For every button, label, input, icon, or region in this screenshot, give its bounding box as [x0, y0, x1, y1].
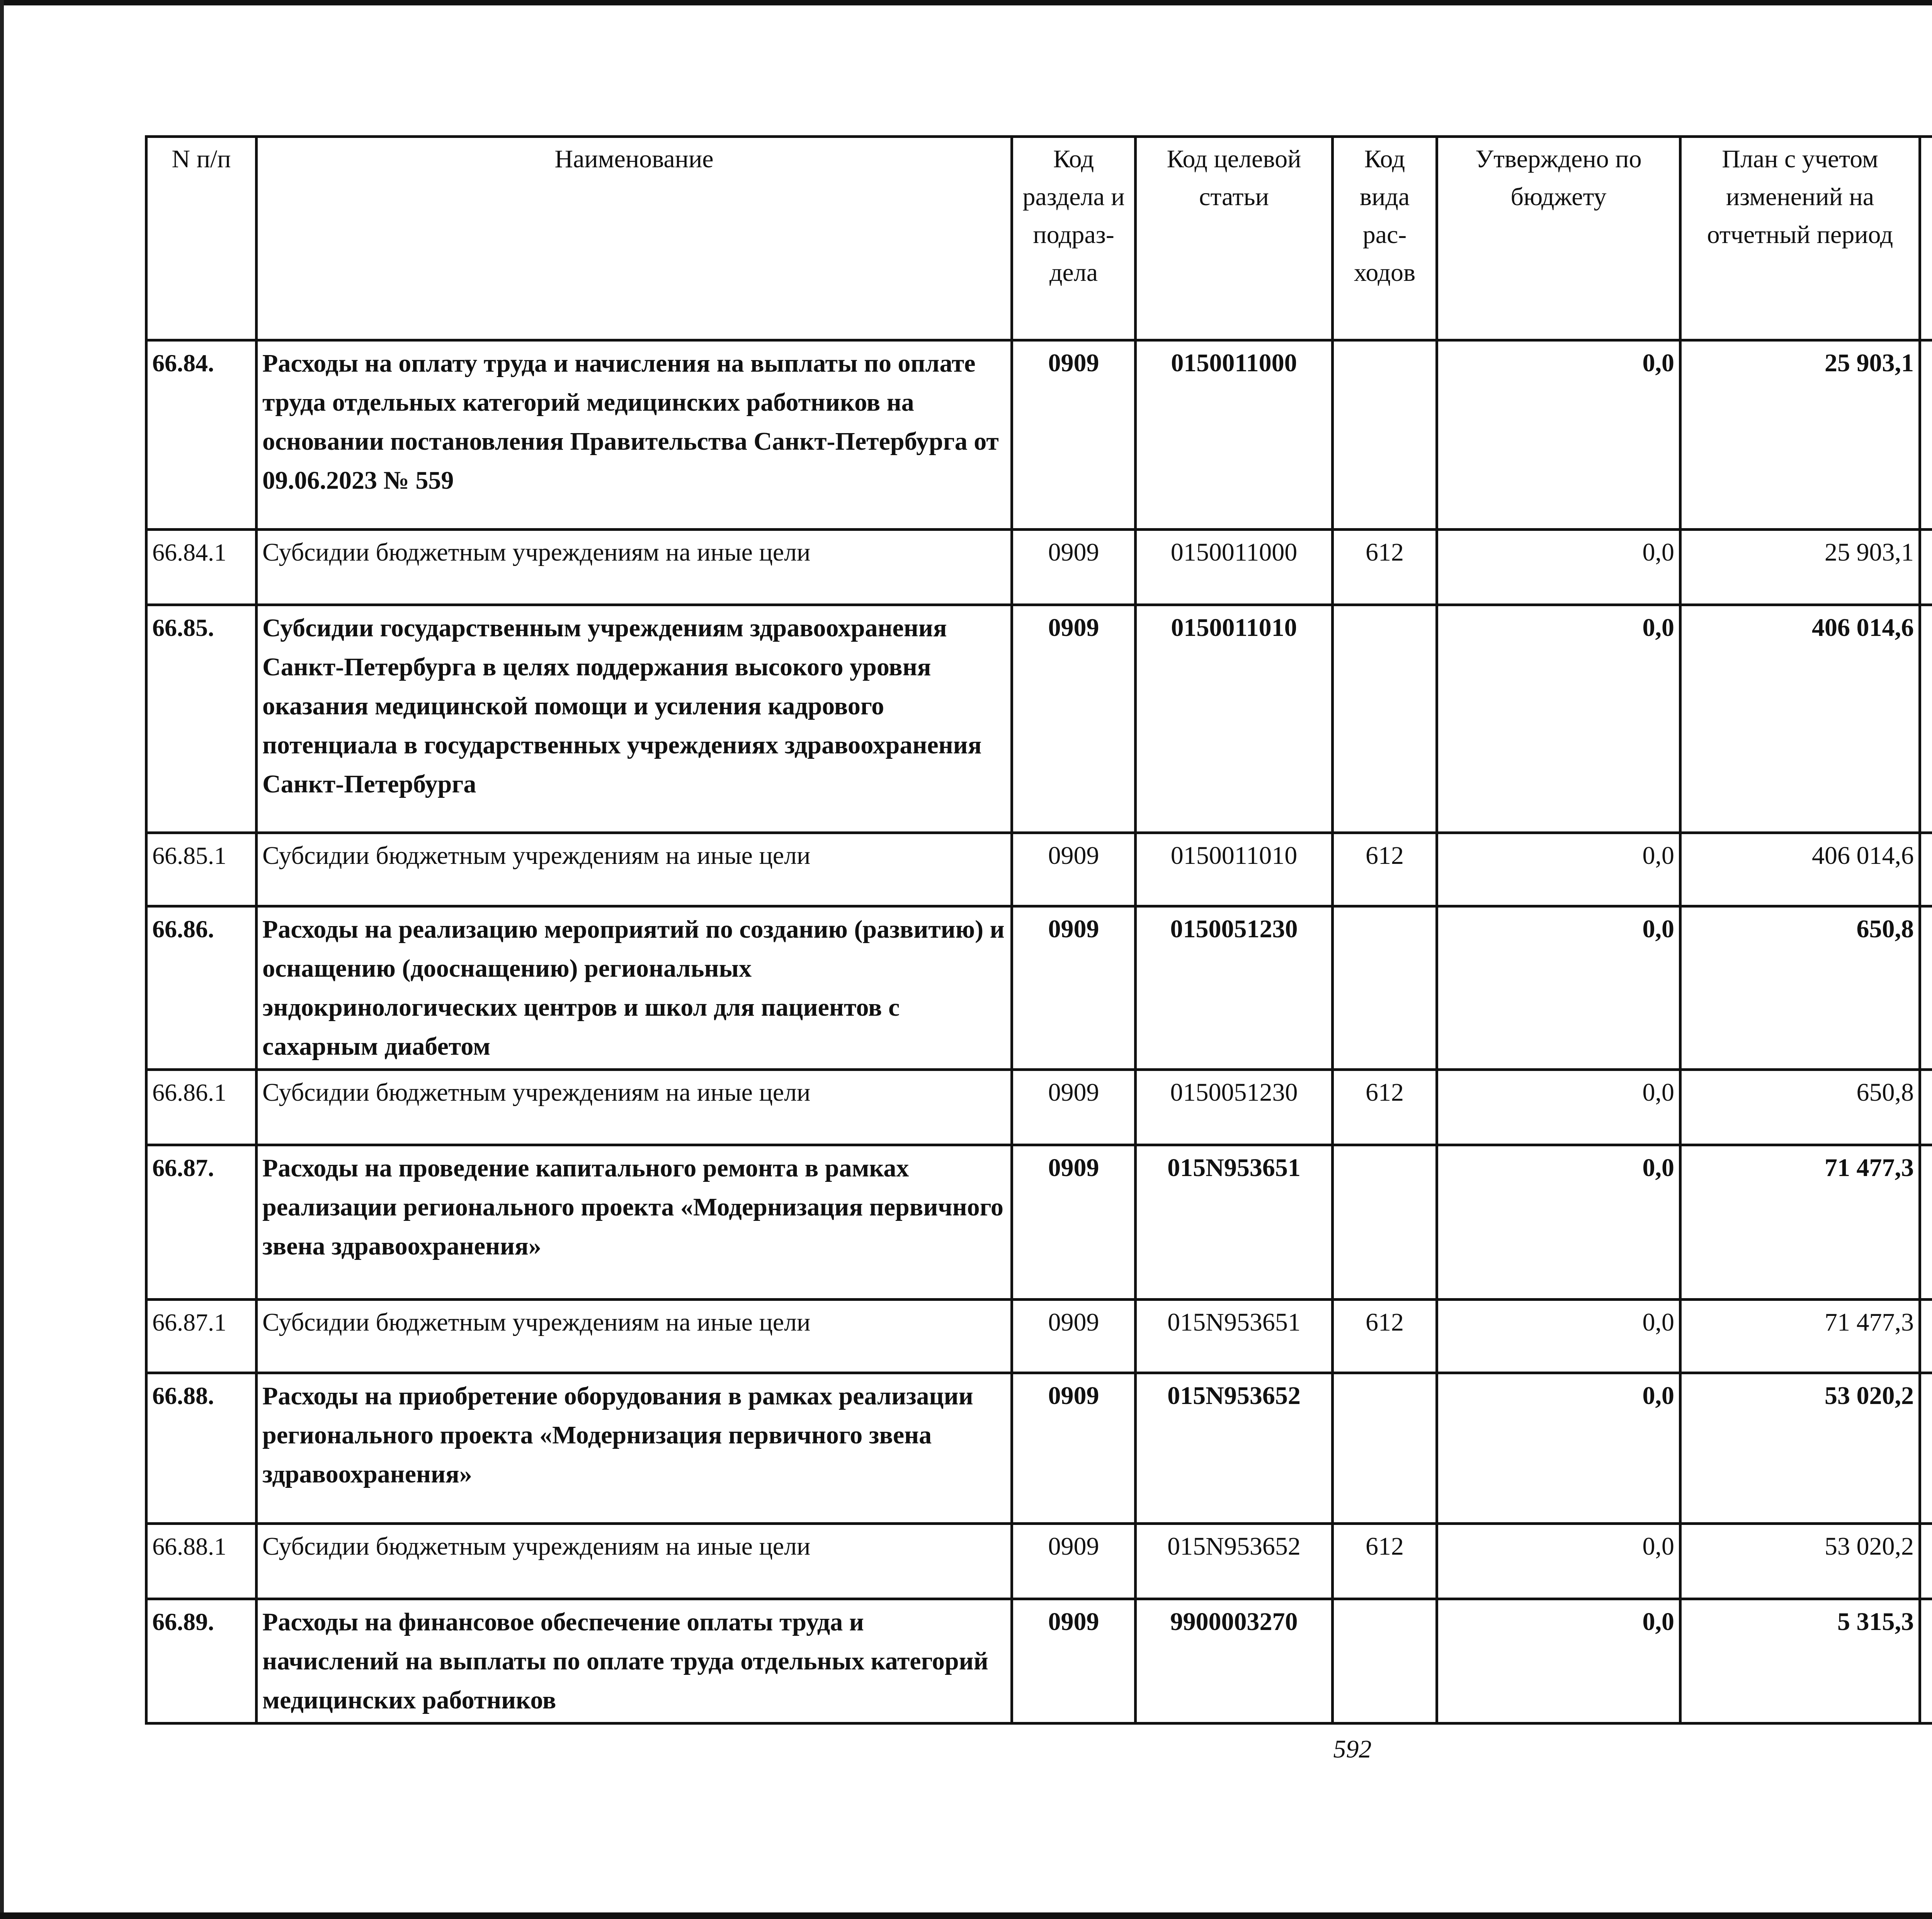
row-number: 66.88.1 — [146, 1524, 257, 1599]
row-approved: 0,0 — [1437, 340, 1680, 530]
row-name: Субсидии бюджетным учреждениям на иные цели — [257, 1070, 1012, 1145]
row-executed — [1920, 340, 1932, 530]
row-approved: 0,0 — [1437, 833, 1680, 906]
table-row — [146, 1599, 1932, 1724]
row-executed — [1920, 1373, 1932, 1524]
row-plan: 406 014,6 — [1680, 833, 1920, 906]
table-row — [146, 1300, 1932, 1373]
row-number: 66.85.1 — [146, 833, 257, 906]
header-name: Наименование — [257, 137, 1012, 340]
header-expense-type: Код вида рас- ходов — [1333, 137, 1437, 340]
row-section-code: 0909 — [1012, 833, 1136, 906]
row-section-code: 0909 — [1012, 340, 1136, 530]
row-target-code: 015N953652 — [1136, 1373, 1333, 1524]
row-target-code: 0150011010 — [1136, 833, 1333, 906]
row-plan: 53 020,2 — [1680, 1373, 1920, 1524]
row-approved: 0,0 — [1437, 530, 1680, 605]
row-name: Субсидии бюджетным учреждениям на иные цели — [257, 1300, 1012, 1373]
scan-border-top — [0, 0, 1932, 5]
row-approved: 0,0 — [1437, 1373, 1680, 1524]
row-number: 66.86. — [146, 906, 257, 1070]
row-approved: 0,0 — [1437, 1524, 1680, 1599]
table-row — [146, 833, 1932, 906]
row-plan: 71 477,3 — [1680, 1300, 1920, 1373]
row-executed — [1920, 1599, 1932, 1724]
row-section-code: 0909 — [1012, 906, 1136, 1070]
row-section-code: 0909 — [1012, 1373, 1136, 1524]
row-executed — [1920, 833, 1932, 906]
row-expense-type — [1333, 1145, 1437, 1300]
row-executed — [1920, 1524, 1932, 1599]
header-executed — [1920, 137, 1932, 340]
header-num: N п/п — [146, 137, 257, 340]
row-executed — [1920, 1070, 1932, 1145]
row-approved: 0,0 — [1437, 1145, 1680, 1300]
row-target-code: 0150051230 — [1136, 906, 1333, 1070]
table-row — [146, 340, 1932, 530]
row-section-code: 0909 — [1012, 530, 1136, 605]
row-target-code: 015N953652 — [1136, 1524, 1333, 1599]
row-number: 66.86.1 — [146, 1070, 257, 1145]
row-name: Субсидии бюджетным учреждениям на иные цели — [257, 833, 1012, 906]
row-name: Субсидии бюджетным учреждениям на иные цели — [257, 1524, 1012, 1599]
row-name: Расходы на проведение капитального ремонта в рамках реализации регионального проекта «Модернизация первичного звена здравоохранения» — [257, 1145, 1012, 1300]
row-expense-type: 612 — [1333, 1070, 1437, 1145]
row-target-code: 015N953651 — [1136, 1300, 1333, 1373]
row-number: 66.84.1 — [146, 530, 257, 605]
row-expense-type — [1333, 340, 1437, 530]
scan-border-bottom — [0, 1912, 1932, 1919]
row-section-code: 0909 — [1012, 1599, 1136, 1724]
row-executed — [1920, 530, 1932, 605]
table-row — [146, 906, 1932, 1070]
row-executed — [1920, 1300, 1932, 1373]
table-body — [146, 340, 1932, 1724]
row-section-code: 0909 — [1012, 605, 1136, 833]
row-number: 66.87. — [146, 1145, 257, 1300]
row-number: 66.85. — [146, 605, 257, 833]
row-expense-type — [1333, 605, 1437, 833]
row-number: 66.84. — [146, 340, 257, 530]
row-target-code: 0150011000 — [1136, 340, 1333, 530]
row-expense-type — [1333, 1373, 1437, 1524]
scan-border-left — [0, 0, 4, 1919]
row-target-code: 9900003270 — [1136, 1599, 1333, 1724]
header-approved: Утверждено по бюджету — [1437, 137, 1680, 340]
row-plan: 650,8 — [1680, 906, 1920, 1070]
row-approved: 0,0 — [1437, 1300, 1680, 1373]
table-row — [146, 1373, 1932, 1524]
row-approved: 0,0 — [1437, 906, 1680, 1070]
header-target-code: Код целевой статьи — [1136, 137, 1333, 340]
row-plan: 406 014,6 — [1680, 605, 1920, 833]
row-name: Расходы на финансовое обеспечение оплаты труда и начислений на выплаты по оплате труда отдельных категорий медицинских работников — [257, 1599, 1012, 1724]
row-plan: 5 315,3 — [1680, 1599, 1920, 1724]
row-executed — [1920, 906, 1932, 1070]
row-plan: 53 020,2 — [1680, 1524, 1920, 1599]
row-expense-type: 612 — [1333, 530, 1437, 605]
table-row — [146, 605, 1932, 833]
row-target-code: 0150051230 — [1136, 1070, 1333, 1145]
row-expense-type: 612 — [1333, 1300, 1437, 1373]
table-header — [146, 137, 1932, 340]
row-number: 66.87.1 — [146, 1300, 257, 1373]
row-number: 66.89. — [146, 1599, 257, 1724]
row-approved: 0,0 — [1437, 1070, 1680, 1145]
row-plan: 25 903,1 — [1680, 340, 1920, 530]
row-plan: 650,8 — [1680, 1070, 1920, 1145]
row-expense-type — [1333, 1599, 1437, 1724]
row-name: Субсидии бюджетным учреждениям на иные цели — [257, 530, 1012, 605]
row-name: Расходы на приобретение оборудования в рамках реализации регионального проекта «Модернизация первичного звена здравоохранения» — [257, 1373, 1012, 1524]
row-section-code: 0909 — [1012, 1145, 1136, 1300]
table-row — [146, 1070, 1932, 1145]
row-executed — [1920, 1145, 1932, 1300]
row-section-code: 0909 — [1012, 1524, 1136, 1599]
row-expense-type: 612 — [1333, 1524, 1437, 1599]
row-name: Расходы на реализацию мероприятий по созданию (развитию) и оснащению (дооснащению) региональных эндокринологических центров и школ для пациентов с сахарным диабетом — [257, 906, 1012, 1070]
row-target-code: 015N953651 — [1136, 1145, 1333, 1300]
row-plan: 71 477,3 — [1680, 1145, 1920, 1300]
table-row — [146, 530, 1932, 605]
row-approved: 0,0 — [1437, 605, 1680, 833]
row-expense-type — [1333, 906, 1437, 1070]
row-name: Расходы на оплату труда и начисления на выплаты по оплате труда отдельных категорий медицинских работников на основании постановления Правительства Санкт-Петербурга от 09.06.2023 № 559 — [257, 340, 1012, 530]
row-target-code: 0150011000 — [1136, 530, 1333, 605]
header-section-code: Код раздела и подраз- дела — [1012, 137, 1136, 340]
page-number: 592 — [1333, 1735, 1372, 1763]
row-target-code: 0150011010 — [1136, 605, 1333, 833]
row-section-code: 0909 — [1012, 1070, 1136, 1145]
row-number: 66.88. — [146, 1373, 257, 1524]
row-executed — [1920, 605, 1932, 833]
row-approved: 0,0 — [1437, 1599, 1680, 1724]
row-plan: 25 903,1 — [1680, 530, 1920, 605]
header-plan: План с учетом изменений на отчетный период — [1680, 137, 1920, 340]
row-section-code: 0909 — [1012, 1300, 1136, 1373]
table-row — [146, 1524, 1932, 1599]
row-expense-type: 612 — [1333, 833, 1437, 906]
budget-execution-table — [145, 135, 1932, 1725]
row-name: Субсидии государственным учреждениям здравоохранения Санкт-Петербурга в целях поддержания высокого уровня оказания медицинской помощи и усиления кадрового потенциала в государственных учреждениях здравоохранения Санкт-Петербурга — [257, 605, 1012, 833]
table-row — [146, 1145, 1932, 1300]
